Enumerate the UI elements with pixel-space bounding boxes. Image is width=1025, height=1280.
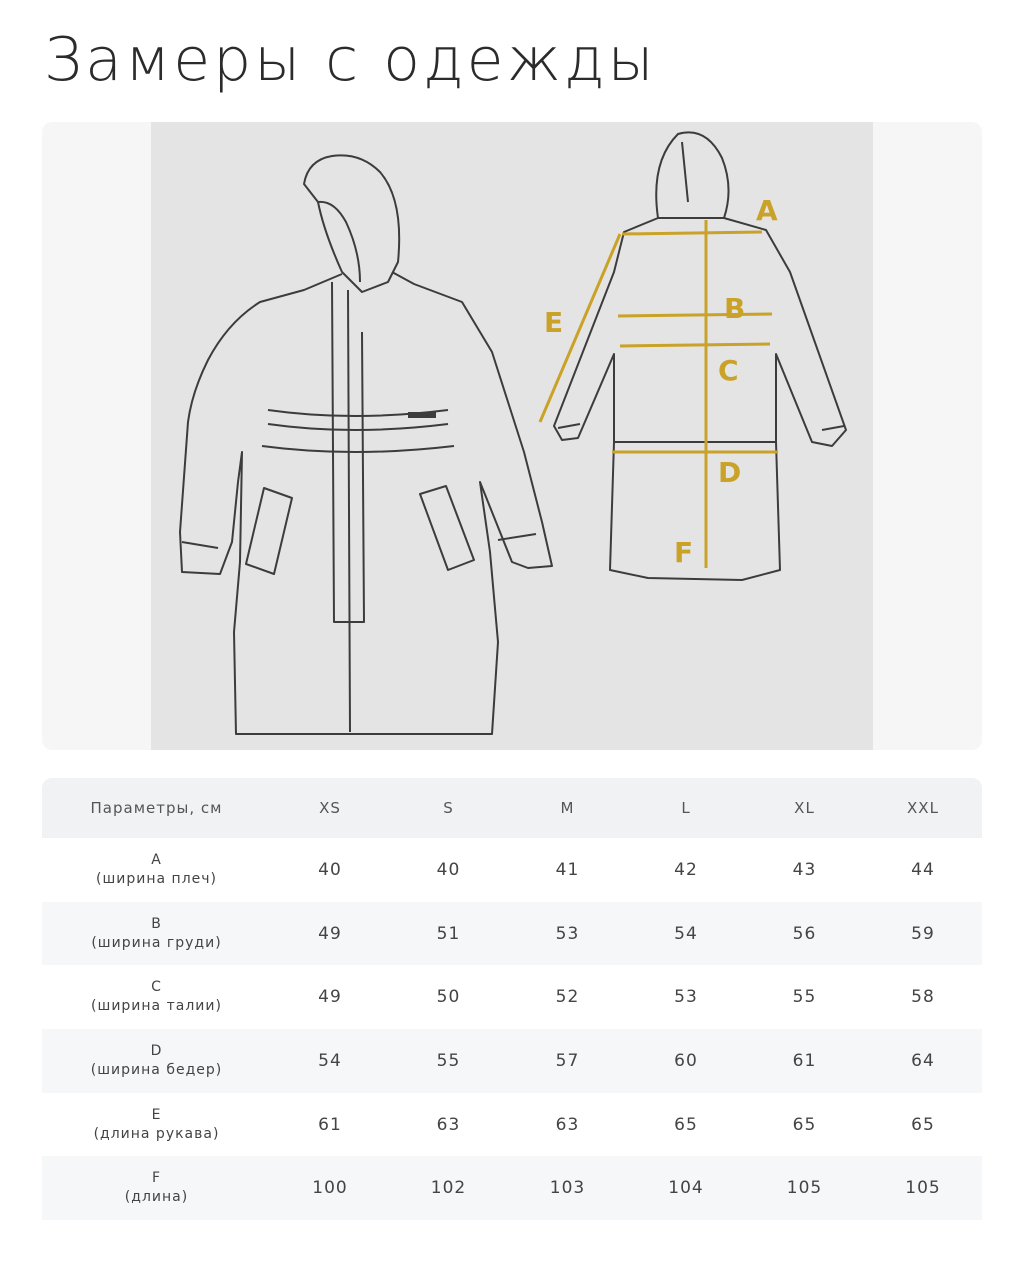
value-cell: 56 xyxy=(745,902,864,966)
table-row xyxy=(42,838,982,902)
param-name: (длина) xyxy=(124,1189,189,1206)
value-cell: 51 xyxy=(389,902,508,966)
value-cell: 57 xyxy=(508,1029,627,1093)
value-cell: 55 xyxy=(745,965,864,1029)
value-cell: 50 xyxy=(389,965,508,1029)
value-cell: 42 xyxy=(627,838,745,902)
param-cell xyxy=(42,1029,271,1093)
value-cell: 104 xyxy=(627,1156,745,1220)
value-cell: 103 xyxy=(508,1156,627,1220)
value-cell: 40 xyxy=(271,838,389,902)
param-cell xyxy=(42,838,271,902)
value-cell: 44 xyxy=(864,838,982,902)
measure-line-a xyxy=(622,232,762,234)
table-row xyxy=(42,902,982,966)
header-size-xxl: XXL xyxy=(864,778,982,838)
param-name: (ширина бедер) xyxy=(90,1061,223,1078)
measure-label-d: D xyxy=(718,456,742,489)
param-name: (ширина талии) xyxy=(91,998,222,1015)
value-cell: 60 xyxy=(627,1029,745,1093)
size-chart-table xyxy=(42,778,982,1220)
param-name: (ширина груди) xyxy=(91,934,222,951)
measure-line-b xyxy=(618,314,772,316)
value-cell: 59 xyxy=(864,902,982,966)
table-row xyxy=(42,1029,982,1093)
measure-line-c xyxy=(620,344,770,346)
value-cell: 52 xyxy=(508,965,627,1029)
measure-label-a: A xyxy=(756,194,778,227)
value-cell: 54 xyxy=(271,1029,389,1093)
param-cell xyxy=(42,965,271,1029)
value-cell: 55 xyxy=(389,1029,508,1093)
value-cell: 61 xyxy=(271,1093,389,1157)
value-cell: 65 xyxy=(745,1093,864,1157)
param-cell xyxy=(42,1156,271,1220)
param-name: (ширина плеч) xyxy=(96,870,217,887)
table-row xyxy=(42,1156,982,1220)
value-cell: 105 xyxy=(745,1156,864,1220)
param-code: D xyxy=(150,1042,163,1059)
measure-label-c: C xyxy=(718,354,739,387)
header-parameters: Параметры, см xyxy=(42,778,271,838)
value-cell: 65 xyxy=(864,1093,982,1157)
param-code: A xyxy=(151,851,162,868)
param-name: (длина рукава) xyxy=(93,1125,220,1142)
value-cell: 41 xyxy=(508,838,627,902)
value-cell: 100 xyxy=(271,1156,389,1220)
table-row xyxy=(42,965,982,1029)
param-code: C xyxy=(151,979,162,996)
param-code: B xyxy=(151,915,162,932)
param-code: F xyxy=(151,1170,162,1187)
coat-diagram xyxy=(42,122,982,750)
value-cell: 61 xyxy=(745,1029,864,1093)
value-cell: 58 xyxy=(864,965,982,1029)
value-cell: 53 xyxy=(627,965,745,1029)
coat-diagram-panel xyxy=(42,122,982,750)
measure-label-e: E xyxy=(544,306,564,339)
value-cell: 102 xyxy=(389,1156,508,1220)
value-cell: 49 xyxy=(271,965,389,1029)
param-code: E xyxy=(151,1106,162,1123)
value-cell: 105 xyxy=(864,1156,982,1220)
value-cell: 54 xyxy=(627,902,745,966)
value-cell: 64 xyxy=(864,1029,982,1093)
table-row xyxy=(42,1093,982,1157)
param-cell xyxy=(42,902,271,966)
front-label-patch xyxy=(408,412,436,418)
value-cell: 53 xyxy=(508,902,627,966)
value-cell: 63 xyxy=(389,1093,508,1157)
page-title: Замеры с одежды xyxy=(44,25,657,95)
value-cell: 40 xyxy=(389,838,508,902)
header-size-m: M xyxy=(508,778,627,838)
header-size-s: S xyxy=(389,778,508,838)
measure-label-f: F xyxy=(674,536,694,569)
header-size-l: L xyxy=(627,778,745,838)
value-cell: 65 xyxy=(627,1093,745,1157)
value-cell: 43 xyxy=(745,838,864,902)
header-size-xl: XL xyxy=(745,778,864,838)
value-cell: 63 xyxy=(508,1093,627,1157)
param-cell xyxy=(42,1093,271,1157)
table-header-row xyxy=(42,778,982,838)
value-cell: 49 xyxy=(271,902,389,966)
measure-label-b: B xyxy=(724,292,746,325)
header-size-xs: XS xyxy=(271,778,389,838)
